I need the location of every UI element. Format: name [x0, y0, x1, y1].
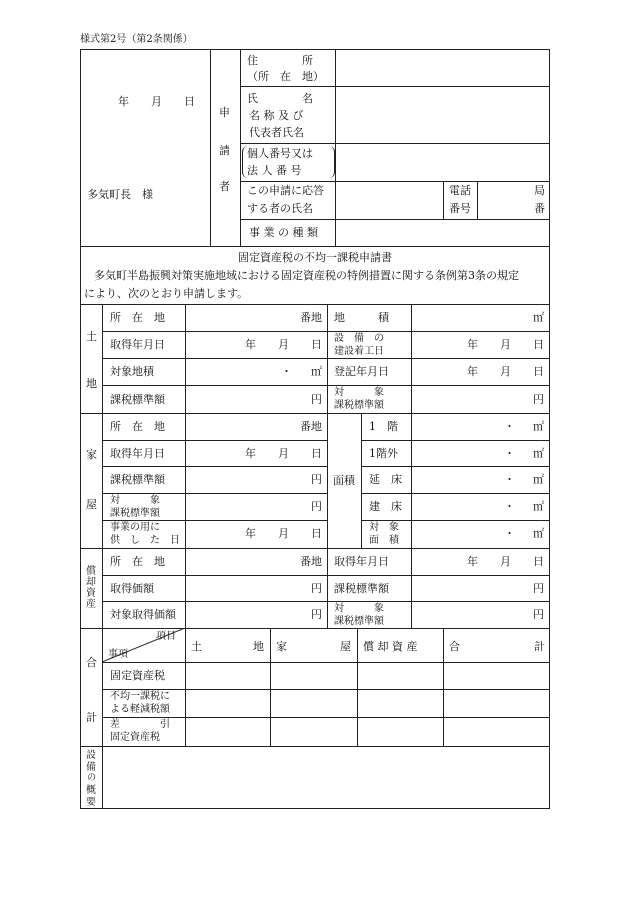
floor-dot-3: ・ — [504, 473, 515, 486]
applicant-char-3: 者 — [219, 180, 230, 193]
land-acquired-label: 取得年月日 — [110, 338, 165, 351]
corner-top-label: 項目 — [156, 631, 176, 642]
land-target-area-unit: ㎡ — [311, 365, 322, 378]
col-total-b: 計 — [534, 640, 545, 653]
equip-label-3: の — [87, 773, 97, 783]
phone-label-2: 番号 — [449, 202, 471, 215]
house-group-label-2: 屋 — [86, 498, 97, 511]
total-cell-house-1[interactable] — [271, 663, 356, 688]
dep-target-tax-unit: 円 — [533, 608, 544, 621]
name-label-3: 代表者氏名 — [249, 126, 304, 139]
date-field[interactable]: 年 月 日 — [118, 95, 195, 108]
contact-label: この申請に応答 — [247, 184, 324, 197]
land-acquired-value[interactable]: 年 月 日 — [245, 338, 322, 351]
col-house-a: 家 — [276, 640, 287, 653]
land-registered-value[interactable]: 年 月 日 — [467, 365, 544, 378]
contact-name-input[interactable] — [336, 182, 442, 218]
land-registered-label: 登記年月日 — [334, 365, 389, 378]
row-reduction: 不均一課税に — [110, 691, 170, 702]
col-land-a: 土 — [191, 640, 202, 653]
name-label: 氏 名 — [247, 92, 313, 105]
row-net-2: 固定資産税 — [110, 732, 160, 743]
total-cell-sum-1[interactable] — [444, 663, 549, 688]
house-area-group: 面積 — [333, 474, 355, 487]
total-group-label-2: 計 — [86, 711, 97, 724]
land-group-label: 土 — [86, 330, 97, 343]
total-cell-dep-2[interactable] — [358, 690, 442, 716]
land-area-label: 地 積 — [334, 311, 389, 324]
dep-group-label-1: 償 — [86, 566, 96, 577]
house-target-tax-label-2: 課税標準額 — [110, 508, 160, 519]
dep-target-price-label: 対象取得価額 — [110, 608, 176, 621]
row-fixed-tax: 固定資産税 — [110, 669, 165, 682]
address-label: 住 所 — [247, 54, 313, 67]
land-tax-base-label: 課税標準額 — [110, 393, 165, 406]
land-target-area-label: 対象地積 — [110, 365, 154, 378]
land-area-unit: ㎡ — [533, 311, 544, 324]
dep-target-tax-input[interactable] — [412, 602, 549, 627]
house-target-tax-input[interactable] — [186, 494, 326, 519]
col-total-a: 合 — [449, 640, 460, 653]
land-target-tax-input[interactable] — [412, 386, 549, 412]
house-tax-base-input[interactable] — [186, 467, 326, 492]
business-input[interactable] — [336, 220, 549, 245]
house-location-label: 所 在 地 — [110, 420, 165, 433]
col-house-b: 屋 — [340, 640, 351, 653]
floor-dot-2: ・ — [504, 447, 515, 460]
land-target-tax-label: 対 象 — [334, 387, 384, 398]
row-net: 差 引 — [110, 719, 170, 730]
house-use-label: 事業の用に — [110, 522, 160, 533]
phone-input[interactable] — [478, 182, 528, 218]
dep-price-label: 取得価額 — [110, 582, 154, 595]
land-tax-base-unit: 円 — [311, 393, 322, 406]
land-group-label-2: 地 — [86, 377, 97, 390]
total-group-label: 合 — [86, 656, 97, 669]
dep-location-input[interactable] — [186, 549, 326, 574]
land-target-area-dot: ・ — [281, 365, 292, 378]
house-acquired-label: 取得年月日 — [110, 447, 165, 460]
corner-bottom-label: 事項 — [108, 649, 128, 660]
floor-label-4: 建 床 — [369, 500, 402, 513]
equip-label-5: 要 — [86, 797, 96, 808]
applicant-char-1: 申 — [219, 106, 230, 119]
house-acquired-value[interactable]: 年 月 日 — [245, 447, 322, 460]
equipment-overview-input[interactable] — [103, 747, 549, 808]
dep-location-unit: 番地 — [300, 555, 322, 568]
total-cell-sum-3[interactable] — [444, 718, 549, 745]
land-target-tax-label-2: 課税標準額 — [334, 400, 384, 411]
address-input[interactable] — [336, 50, 549, 85]
house-location-input[interactable] — [186, 414, 326, 439]
dep-target-price-input[interactable] — [186, 602, 326, 627]
equip-label-1: 設 — [86, 750, 96, 761]
id-label: 個人番号又は — [247, 147, 313, 160]
total-cell-land-2[interactable] — [186, 690, 269, 716]
dep-acquired-value[interactable]: 年 月 日 — [467, 555, 544, 568]
total-cell-house-2[interactable] — [271, 690, 356, 716]
floor-label-5: 対 象 — [369, 522, 399, 533]
dep-price-input[interactable] — [186, 576, 326, 600]
name-label-2: 名 称 及 び — [249, 109, 304, 122]
id-label-2: 法 人 番 号 — [247, 164, 302, 177]
floor-label-2: 1階外 — [369, 447, 398, 460]
house-target-tax-label: 対 象 — [110, 495, 160, 506]
id-number-input[interactable] — [336, 144, 549, 180]
dep-location-label: 所 在 地 — [110, 555, 165, 568]
floor-dot-4: ・ — [504, 500, 515, 513]
address-label-sub: （所 在 地） — [247, 70, 324, 83]
total-cell-sum-2[interactable] — [444, 690, 549, 716]
col-land-b: 地 — [253, 640, 264, 653]
land-equip-value[interactable]: 年 月 日 — [467, 338, 544, 351]
form-title: 固定資産税の不均一課税申請書 — [238, 251, 392, 264]
equip-label-4: 概 — [86, 785, 96, 796]
floor-unit-3: ㎡ — [533, 473, 544, 486]
house-tax-base-label: 課税標準額 — [110, 473, 165, 486]
dep-group-label-4: 産 — [86, 599, 96, 610]
land-equip-label: 設 備 の — [334, 333, 384, 344]
floor-unit-4: ㎡ — [533, 500, 544, 513]
total-cell-land-3[interactable] — [186, 718, 269, 745]
land-target-tax-unit: 円 — [533, 393, 544, 406]
floor-unit-2: ㎡ — [533, 447, 544, 460]
dep-tax-base-unit: 円 — [533, 582, 544, 595]
house-target-tax-unit: 円 — [311, 500, 322, 513]
dep-acquired-label: 取得年月日 — [334, 555, 389, 568]
land-target-area-input[interactable] — [186, 359, 326, 384]
land-area-input[interactable] — [412, 305, 549, 330]
total-cell-house-3[interactable] — [271, 718, 356, 745]
land-location-label: 所 在 地 — [110, 311, 165, 324]
equip-label-2: 備 — [86, 762, 96, 773]
total-cell-dep-1[interactable] — [358, 663, 442, 688]
dep-tax-base-label: 課税標準額 — [334, 582, 389, 595]
intro-line-2: により、次のとおり申請します。 — [84, 287, 249, 300]
name-input[interactable] — [336, 87, 549, 142]
house-group-label: 家 — [86, 448, 97, 461]
dep-target-tax-label-2: 課税標準額 — [334, 616, 384, 627]
form-code: 様式第2号（第2条関係） — [80, 34, 193, 45]
floor-unit-5: ㎡ — [533, 527, 544, 540]
floor-unit-1: ㎡ — [533, 420, 544, 433]
addressee: 多気町長 様 — [87, 188, 153, 201]
land-location-unit: 番地 — [300, 311, 322, 324]
phone-label: 電話 — [449, 184, 471, 197]
col-dep: 償 却 資 産 — [363, 640, 418, 653]
house-use-label-2: 供 し た 日 — [110, 535, 180, 546]
land-equip-label-2: 建設着工日 — [334, 346, 384, 357]
floor-dot-5: ・ — [504, 527, 515, 540]
dep-price-unit: 円 — [311, 582, 322, 595]
intro-line-1: 多気町半島振興対策実施地域における固定資産税の特例措置に関する条例第3条の規定 — [94, 269, 519, 282]
total-cell-land-1[interactable] — [186, 663, 269, 688]
land-location-input[interactable] — [186, 305, 326, 330]
contact-label-2: する者の氏名 — [247, 202, 313, 215]
land-tax-base-input[interactable] — [186, 386, 326, 412]
house-location-unit: 番地 — [300, 420, 322, 433]
phone-kyoku: 局 — [534, 184, 545, 197]
floor-dot-1: ・ — [504, 420, 515, 433]
house-tax-base-unit: 円 — [311, 473, 322, 486]
total-cell-dep-3[interactable] — [358, 718, 442, 745]
dep-group-label-3: 資 — [86, 588, 96, 599]
applicant-char-2: 請 — [219, 144, 230, 157]
business-label: 事 業 の 種 類 — [249, 226, 318, 239]
floor-label-3: 延 床 — [369, 473, 402, 486]
dep-target-price-unit: 円 — [311, 608, 322, 621]
floor-label-5b: 面 積 — [369, 535, 399, 546]
row-reduction-2: よる軽減税額 — [110, 704, 170, 715]
phone-ban: 番 — [534, 202, 545, 215]
dep-target-tax-label: 対 象 — [334, 603, 384, 614]
floor-label-1: 1 階 — [369, 420, 398, 433]
dep-group-label-2: 却 — [86, 577, 96, 588]
house-use-value[interactable]: 年 月 日 — [245, 527, 322, 540]
dep-tax-base-input[interactable] — [412, 576, 549, 600]
